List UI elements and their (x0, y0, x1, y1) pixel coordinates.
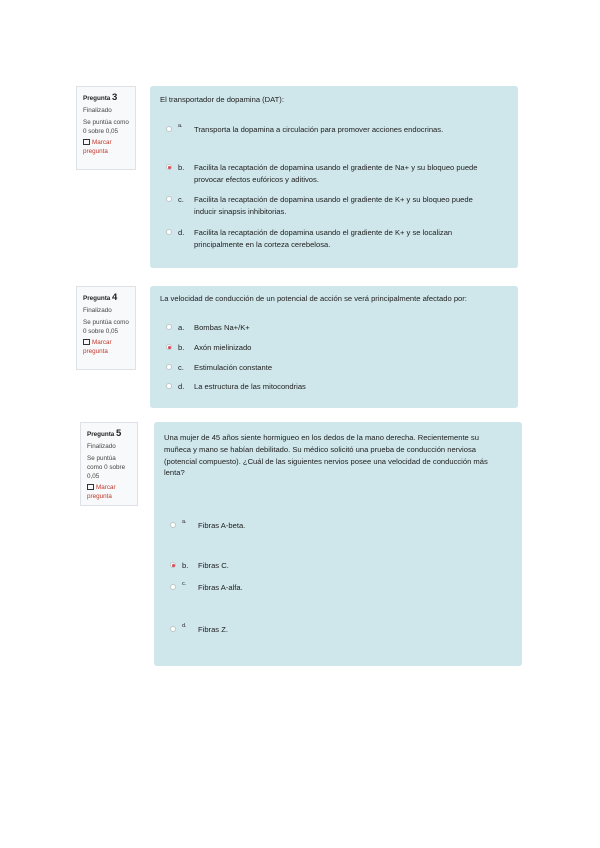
answer-option-a[interactable] (166, 124, 496, 136)
question-text: Una mujer de 45 años siente hormigueo en los dedos de la mano derecha. Recientemente su muñeca y mano se habían debilitado. Su médico solicitó una prueba de conducción nerviosa (potencial compuesto). ¿Cuál de las siguientes nervios posee una velocidad de conducción más lenta? (164, 433, 488, 478)
question-info-4 (76, 286, 136, 370)
flag-question-link[interactable]: Marcar pregunta (83, 339, 112, 356)
radio-button-selected[interactable] (170, 562, 176, 568)
option-text: La estructura de las mitocondrias (194, 382, 306, 391)
option-letter: d. (182, 623, 187, 629)
radio-button[interactable] (166, 126, 172, 132)
option-letter: b. (178, 343, 185, 352)
question-status: Finalizado (83, 306, 112, 314)
option-text: Bombas Na+/K+ (194, 323, 250, 332)
question-text: El transportador de dopamina (DAT): (160, 95, 284, 104)
question-info-3 (76, 86, 136, 170)
question-status: Finalizado (87, 442, 116, 450)
option-text: Facilita la recaptación de dopamina usando el gradiente de K+ y su bloqueo puede inducir sinapsis inhibitorias. (194, 195, 473, 216)
option-letter: b. (182, 561, 189, 570)
answer-option-c[interactable] (170, 582, 500, 594)
question-number: Pregunta 3 (83, 92, 118, 103)
option-text: Fibras A-alfa. (198, 583, 243, 592)
answer-option-b[interactable] (170, 560, 500, 572)
question-text: La velocidad de conducción de un potencial de acción se verá principalmente afectado por: (160, 294, 467, 303)
radio-button[interactable] (166, 324, 172, 330)
option-letter: a. (178, 123, 183, 129)
option-text: Fibras A-beta. (198, 521, 246, 530)
radio-button-selected[interactable] (166, 164, 172, 170)
flag-icon (83, 139, 90, 145)
answer-option-a[interactable] (166, 322, 496, 334)
option-text: Axón mielinizado (194, 343, 252, 352)
option-text: Transporta la dopamina a circulación para promover acciones endocrinas. (194, 125, 444, 134)
flag-icon (83, 339, 90, 345)
flag-icon (87, 484, 94, 490)
option-text: Facilita la recaptación de dopamina usando el gradiente de K+ y se localizan principalmente en la corteza cerebelosa. (194, 228, 453, 249)
option-letter: a. (182, 519, 187, 525)
radio-button-selected[interactable] (166, 344, 172, 350)
question-number: Pregunta 4 (83, 292, 118, 303)
flag-question-link[interactable]: Marcar pregunta (83, 139, 112, 156)
option-letter: d. (178, 228, 185, 237)
answer-option-b[interactable] (166, 162, 496, 186)
answer-option-c[interactable] (166, 362, 496, 374)
answer-option-d[interactable] (166, 381, 496, 393)
radio-button[interactable] (166, 364, 172, 370)
question-grade: Se puntúa como 0 sobre 0,05 (87, 454, 126, 481)
question-panel-3 (150, 86, 518, 268)
radio-button[interactable] (166, 229, 172, 235)
answer-option-c[interactable] (166, 194, 496, 218)
option-letter: d. (178, 382, 185, 391)
answer-option-b[interactable] (166, 342, 496, 354)
radio-button[interactable] (166, 196, 172, 202)
question-panel-4 (150, 286, 518, 408)
question-number: Pregunta 5 (87, 428, 122, 439)
flag-question-link[interactable]: Marcar pregunta (87, 484, 116, 501)
question-info-5 (80, 422, 138, 506)
option-letter: b. (178, 163, 185, 172)
answer-option-d[interactable] (170, 624, 500, 636)
option-text: Estimulación constante (194, 363, 273, 372)
option-text: Fibras Z. (198, 625, 228, 634)
question-panel-5 (154, 422, 522, 666)
radio-button[interactable] (170, 626, 176, 632)
option-text: Facilita la recaptación de dopamina usando el gradiente de Na+ y su bloqueo puede provocar efectos eufóricos y aditivos. (194, 163, 478, 184)
question-grade: Se puntúa como 0 sobre 0,05 (83, 318, 129, 336)
answer-option-a[interactable] (170, 520, 500, 532)
question-grade: Se puntúa como 0 sobre 0,05 (83, 118, 129, 136)
answer-option-d[interactable] (166, 227, 496, 251)
option-letter: c. (178, 195, 184, 204)
radio-button[interactable] (166, 383, 172, 389)
option-letter: a. (178, 323, 185, 332)
option-text: Fibras C. (198, 561, 229, 570)
radio-button[interactable] (170, 584, 176, 590)
option-letter: c. (178, 363, 184, 372)
question-status: Finalizado (83, 106, 112, 114)
option-letter: c. (182, 581, 187, 587)
radio-button[interactable] (170, 522, 176, 528)
